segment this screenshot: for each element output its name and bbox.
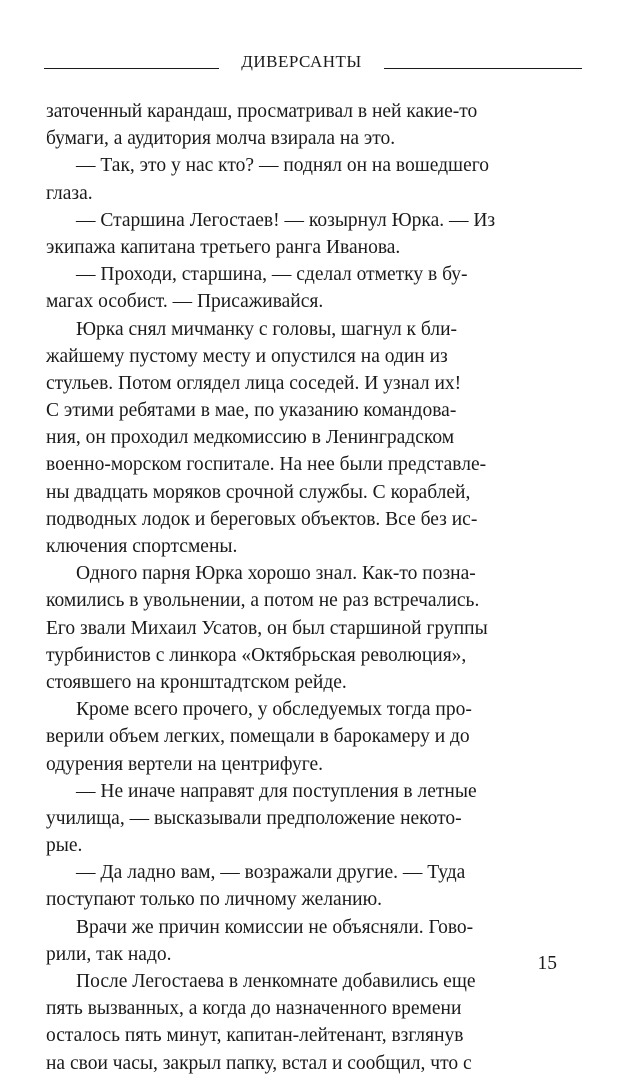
text-line: жайшему пустому месту и опустился на один из xyxy=(46,345,448,367)
text-line: военно-морском госпитале. На нее были представле- xyxy=(46,454,487,476)
text-line: подводных лодок и береговых объектов. Все без ис- xyxy=(46,508,478,530)
text-line: магах особист. — Присаживайся. xyxy=(46,291,324,313)
text-line: ния, он проходил медкомиссию в Ленинградском xyxy=(46,427,455,449)
text-line: пять вызванных, а когда до назначенного времени xyxy=(46,998,462,1020)
running-header xyxy=(44,52,589,76)
text-line: осталось пять минут, капитан-лейтенант, взглянув xyxy=(46,1025,464,1047)
text-line: бумаги, а аудитория молча взирала на это. xyxy=(46,128,396,150)
running-title: ДИВЕРСАНТЫ xyxy=(241,52,362,71)
page-body-text xyxy=(46,98,586,1077)
text-line: Кроме всего прочего, у обследуемых тогда про- xyxy=(76,699,472,721)
text-line: — Да ладно вам, — возражали другие. — Туда xyxy=(76,862,466,884)
text-line: училища, — высказывали предположение некото- xyxy=(46,807,462,829)
text-line: Одного парня Юрка хорошо знал. Как-то позна- xyxy=(76,563,476,585)
text-line: одурения вертели на центрифуге. xyxy=(46,753,324,775)
text-line: на свои часы, закрыл папку, встал и сообщил, что с xyxy=(46,1052,472,1074)
text-line: — Не иначе направят для поступления в летные xyxy=(76,780,477,802)
text-line: Врачи же причин комиссии не объясняли. Гово- xyxy=(76,916,474,938)
header-rule-left xyxy=(44,68,219,69)
text-line: рые. xyxy=(46,835,83,857)
text-line: экипажа капитана третьего ранга Иванова. xyxy=(46,236,401,258)
text-line: комились в увольнении, а потом не раз встречались. xyxy=(46,590,480,612)
page-number: 15 xyxy=(537,953,557,974)
text-line: Его звали Михаил Усатов, он был старшиной группы xyxy=(46,617,488,639)
text-line: поступают только по личному желанию. xyxy=(46,889,383,911)
text-line: После Легостаева в ленкомнате добавились еще xyxy=(76,971,476,992)
text-line: — Так, это у нас кто? — поднял он на вошедшего xyxy=(76,155,489,177)
text-line: заточенный карандаш, просматривал в ней какие-то xyxy=(46,101,478,122)
text-line: верили объем легких, помещали в барокамеру и до xyxy=(46,726,470,748)
text-line: С этими ребятами в мае, по указанию командова- xyxy=(46,400,457,422)
text-line: — Старшина Легостаев! — козырнул Юрка. — Из xyxy=(76,209,496,231)
text-line: ны двадцать моряков срочной службы. С кораблей, xyxy=(46,481,471,503)
header-rule-right xyxy=(384,68,582,69)
text-line: Юрка снял мичманку с головы, шагнул к бли- xyxy=(76,318,457,340)
text-line: турбинистов с линкора «Октябрьская революция», xyxy=(46,644,467,666)
text-line: стульев. Потом оглядел лица соседей. И узнал их! xyxy=(46,372,462,394)
text-line: — Проходи, старшина, — сделал отметку в бу- xyxy=(76,264,468,286)
text-line: рили, так надо. xyxy=(46,943,172,965)
text-line: стоявшего на кронштадтском рейде. xyxy=(46,671,347,693)
text-line: ключения спортсмены. xyxy=(46,536,238,557)
text-line: глаза. xyxy=(46,182,93,204)
